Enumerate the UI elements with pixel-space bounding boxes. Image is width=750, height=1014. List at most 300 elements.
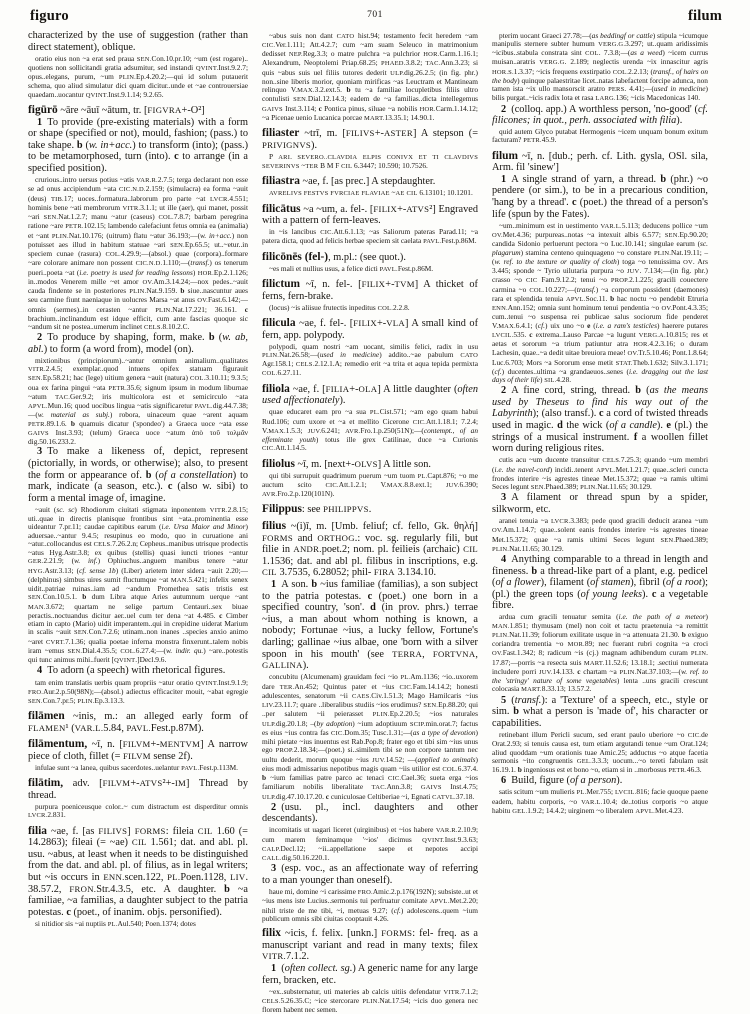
citation-ref: SEN.	[660, 536, 676, 544]
citation-ref: MAN.	[170, 576, 189, 584]
citation-block: ~ex..substernatur, uti materies ab calcis uitiis defendatur VITR.7.1.2; CELS.5.26.35.C; ~ice stercorare PLIN.Nat.17.54; ~icis duo genera nec florem habent nec semen.	[262, 986, 478, 1014]
citation-ref: PL.	[576, 789, 587, 797]
sense-definition: 3 To make a likeness of, depict, represent (pictorially, in words, or otherwise); also, to present the form or appearance of. b (of a constellation) to mark, indicate (a season, etc.). c (also w. sibi) to form a mental image of, imagine.	[28, 446, 248, 504]
subsense-letter: c	[66, 906, 71, 918]
citation-ref: TER	[305, 162, 319, 170]
subsense-letter: b	[681, 629, 686, 639]
subsense-letter: d	[557, 420, 563, 432]
citation-ref: QVINT.	[422, 836, 445, 844]
citation-ref: CELS.	[602, 457, 621, 465]
gloss-note: cf. sense 1b	[79, 565, 116, 575]
citation-ref: COL	[585, 50, 599, 57]
citation-ref: JUV	[626, 268, 640, 275]
headword: filāmentum,	[28, 738, 88, 751]
sense-definition: 1 (often collect. sg.) A generic name for any large fern, bracken, etc.	[262, 962, 478, 986]
citation-ref: SEN.	[28, 698, 43, 705]
citation-ref: ULP.	[262, 720, 276, 728]
sense-definition: 1 A son. b ~ius familiae (familias), a son subject to the patria potestas. c (poet.) one born in a specified country, 'son'. d (in prov. phrs.) terrae ~ius, a man about whom nothing is known, a nobody; Fortunae ~ius, a lucky fellow, Fortune's darling; gallinae ~ius albae, one 'born with a silver spoon in his mouth' (see TERRA, FORTVNA, GALLINA).	[262, 579, 479, 672]
sense-definition: 2 (usu. pl., incl. daughters and other descendants).	[262, 801, 478, 825]
column-left	[28, 30, 258, 963]
citation-block: oratio eius non ~a erat sed praua SEN.Con.10.pr.10; ~um (est rogare).. quotiens non sollicitandi gratia adsumitur, sed instandi QVINT.Inst.9.2.7; opus..elegans, purum, ~um PLIN.Ep.4.20.2;—qui id solum putauerit schema, quo aliud simulatur dici quam dicitur..unde et ~ae controuersiae quaedam..uocantur QVINT.Inst.9.1.14; 9.2.65.	[28, 53, 249, 99]
citation-ref: SEN.	[423, 702, 439, 710]
citation-ref: LVCR.	[210, 195, 230, 203]
citation-ref: LIV.	[262, 702, 275, 710]
citation-ref: COL.	[158, 214, 174, 221]
subsense-letter: b	[346, 85, 351, 94]
citation-ref: IM	[174, 778, 187, 789]
citation-ref: CIL	[406, 190, 418, 198]
subsense-letter: c	[219, 610, 223, 620]
headword-entry: filāmentum, ~ī, n. [FILVM+-MENTVM] A narrow piece of cloth, fillet (= FILVM sense 2f).	[28, 738, 248, 763]
citation-ref: VAR.R.	[136, 177, 158, 184]
citation-ref: MAX.	[498, 322, 516, 330]
gloss-note: often used affectionately	[262, 383, 478, 407]
sense-definition: 6 Build, figure (of a person).	[501, 775, 623, 787]
gloss-note: of a root	[666, 577, 702, 589]
citation-ref: MAX.	[268, 427, 286, 435]
citation-block: pterim uocant Graeci 27.78;—(as beddingf or cattle) stipula ~icumque manipulis sternere subter humum VERG.G.3.297; ut..quam aridissimis ~icibus..stabula constrata sint COL. 7.3.8;—(as a weed) ~icem currus muisan..aratris VERG.G. 2.189; neglectis urenda ~ix innascitur agris HOR.S.1.3.37; ~icis frequens exstirpatio COL.2.2.13; (transf., of hairs on the body) quinque palaestritae licet..natas labefactent forcipe adunca, non tamen ista ~ix ullo mansorscit aratro PERS. 4.41;—(used in medicine) bilis purgat..~icis radix lota et rasa LARG.136; ~icis Macedonicas 140.	[492, 30, 708, 103]
citation-ref: GAIVS	[262, 105, 283, 113]
citation-ref: SCIP.	[409, 720, 426, 728]
gloss-note: cf.	[494, 366, 502, 376]
citation-ref: PHILIPPVS	[323, 504, 369, 515]
headword-entry: filictum ~ī, n. fel-. [FILIX+-TVM] A thicket of ferns, fern-brake.	[262, 278, 478, 302]
citation-ref: MAX.	[297, 87, 315, 94]
citation-ref: PLIN.	[129, 288, 147, 295]
citation-ref: FILIX	[361, 279, 386, 290]
citation-ref: AVR.	[345, 427, 361, 435]
subsense-letter: b	[76, 139, 83, 151]
subsense-letter: c	[174, 151, 179, 163]
headword: filāmen	[28, 710, 65, 723]
sense-number: 3	[271, 863, 277, 875]
gloss-note: contempt., of an effeminate youth	[262, 425, 478, 445]
sense-definition: 1 A single strand of yarn, a thread. b (phr.) ~o pendere (or sim.), to be in a precarious condition, 'hang by a thread'. c (poet.) the thread of a person's life (spun by the Fates).	[492, 173, 708, 220]
citation-ref: APVL.	[596, 466, 616, 474]
citation-ref: CIL	[341, 162, 353, 170]
citation-ref: PETR.	[65, 223, 84, 231]
citation-block: haue mi, domine ~i carissime FRO.Amic.2.p.176(192N); subsiste..ut et ~ius mens iste Lucius..sermonis tui perfruatur comitate APVL.Met.2.20; nihil triste de me tibi, ~i, metuas 9.27; (cf.) adolescens..quem ~ium publicum omnis sibi ciuitas cooptauit 4.26.	[262, 887, 479, 923]
citation-ref: HOR.	[423, 51, 440, 58]
headword: filicula	[262, 317, 296, 329]
citation-ref: PHAED.	[381, 60, 406, 68]
subsense-letter: b	[145, 469, 152, 481]
citation-ref: ASTER	[383, 128, 413, 138]
gloss-note: as a weed	[630, 48, 663, 57]
citation-ref: AE	[395, 190, 405, 198]
citation-ref: HOR.	[633, 341, 650, 348]
citation-ref: COL.	[120, 647, 136, 655]
citation-ref: VITR.	[122, 204, 141, 212]
citation-ref: LIV	[230, 871, 246, 882]
sense-number: 2	[501, 385, 507, 397]
citation-ref: CIC.N.D.	[135, 260, 163, 268]
citation-ref: SEN.	[67, 647, 83, 655]
sense-definition: 3 (esp. voc., as an affectionate way of referring to a man younger than oneself).	[262, 863, 478, 887]
citation-ref: AVRELIVS	[269, 190, 302, 198]
citation-ref: SEN.	[74, 629, 89, 637]
citation-ref: SEN.	[170, 241, 185, 249]
gloss-note: of a person	[569, 775, 617, 787]
citation-ref: PLIN.	[51, 232, 69, 240]
subsense-letter: c	[599, 408, 604, 420]
citation-ref: ENN.	[492, 305, 508, 312]
citation-ref: CIL	[131, 837, 147, 848]
gloss-note: w. ab, abl.	[28, 332, 248, 355]
gloss-note: i.e. the path of a meteor	[618, 612, 706, 622]
citation-ref: CIC.	[412, 418, 426, 426]
citation-ref: PLIN.	[619, 668, 637, 676]
citation-ref: PLIN.	[492, 631, 510, 639]
citation-ref: PROP.	[610, 277, 630, 285]
citation-ref: CIL	[262, 567, 277, 578]
subsense-letter: b	[208, 332, 215, 344]
sense-number: 4	[501, 554, 507, 565]
citation-ref: PETR.	[668, 767, 687, 774]
citation-ref: SEN.	[28, 375, 43, 383]
citation-block: (locus) ~is aliisue frutectis inpeditus COL.2.2.8.	[269, 302, 410, 312]
citation-ref: CIC.	[262, 41, 276, 49]
headword: Filippus	[262, 503, 302, 516]
citation-ref: PL.	[369, 409, 380, 417]
citation-ref: CELS.	[262, 997, 281, 1005]
citation-ref: VITR.	[262, 951, 286, 962]
citation-ref: GAIVS	[28, 429, 49, 437]
sense-definition: 2 To produce by shaping, form, make. b (w. ab, abl.) to form (a word from), model (on).	[28, 332, 248, 355]
citation-ref: PLIN	[690, 650, 707, 658]
gloss-note: transf.	[576, 284, 596, 294]
gloss-note: w. in+acc.	[88, 139, 133, 151]
citation-ref: STAT.	[615, 359, 633, 367]
citation-block: quid autem Glyco putabat Hermogenis ~icem unquam bonum exitum facturam? PETR.45.9.	[492, 127, 708, 145]
gloss-note: used in medicine	[653, 84, 706, 93]
gloss-note: by adoption	[316, 718, 353, 728]
sense-definition: 4 Anything comparable to a thread in length and fineness. b a thread-like part of a plant, e.g. pedicel (of a flower), filament (of stamen), fibril (of a root); (pl.) the green tops (of young leeks). c a vegetable fibre.	[492, 554, 709, 612]
gloss-note: w. indir. qu.	[166, 645, 204, 655]
citation-ref: FRO.	[357, 889, 373, 897]
citation-ref: CIC.	[399, 683, 413, 691]
citation-ref: MAN.	[492, 622, 510, 630]
headword-entry: filicōnēs (fel-), m.pl.: (see quot.).	[262, 250, 406, 263]
citation-ref: CIL	[463, 544, 478, 555]
citation-ref: FVRCIAE	[330, 190, 360, 198]
citation-ref: SEN.	[136, 55, 152, 63]
definition-text: characterized by the use of suggestion (rather than direct statement), oblique.	[28, 30, 248, 53]
running-head	[0, 0, 750, 30]
citation-ref: SEN.	[28, 594, 43, 602]
citation-block: satis scitum ~um mulieris PL.Mer.755; LVCIL.816; facie quoque paene eadem, habitu corporis, ~o VAR.L.10.4; de..totius corporis ~o atque habitu GEL.1.9.2; 14.4.2; uirginem ~o liberalem APVL.Met.4.23.	[492, 787, 708, 815]
citation-ref: PLIN.	[653, 249, 672, 257]
citation-ref: PLIN.	[118, 74, 136, 82]
citation-ref: APVL.	[429, 898, 450, 906]
citation-ref: PL.	[167, 871, 181, 882]
subsense-letter: b	[180, 286, 185, 295]
citation-ref: VERG.G.	[598, 40, 626, 48]
citation-ref: LVCR.	[550, 518, 571, 525]
citation-ref: APVL.	[635, 807, 655, 815]
citation-ref: TVM	[394, 279, 415, 290]
citation-ref: SEN.	[293, 96, 308, 104]
headword-entry: filia ~ae, f. [as FILIVS] FORMS: fileia CIL 1.60 (= 14.2863); fileai (= ~ae) CIL 1.561; dat. and abl. pl. usu. ~abus, at least when it needs to be distinguished from the dat. and abl. pl. of filius, as in legal writers; but ~is occurs in ENN.scen.122, PL.Poen.1128, LIV. 38.57.2, FRON.Str.4.3.5, etc. A daughter. b ~a familiae, ~a familias, a daughter subject to the patria potestas. c (poet., of inanim. objs. personified).	[28, 824, 249, 918]
subsense-letter: b	[262, 773, 267, 783]
citation-block: tam enim translatis uerbis quam propriis ~atur oratio QVINT.Inst.9.1.9; FRO.Aur.2.p.50(98N);—(absol.) adiectus efficaciter mouit, ~abat egregie SEN.Con.7.pr.5; PLIN.Ep.3.13.3.	[28, 677, 248, 705]
sense-number: 4	[37, 665, 43, 677]
citation-ref: APVL.	[565, 295, 586, 303]
citation-ref: CIL	[197, 825, 213, 836]
citation-ref: FIGVRA	[147, 104, 182, 115]
citation-ref: FRO.	[28, 688, 44, 696]
citation-ref: CIC	[525, 277, 538, 285]
column-middle	[258, 30, 488, 1014]
headword: filiaster	[262, 127, 300, 139]
citation-ref: MOR.	[567, 641, 585, 649]
citation-ref: CIC.	[262, 445, 276, 453]
headword: filix	[262, 927, 281, 940]
citation-ref: CELS.	[143, 324, 163, 331]
headword-entry: filātim, adv. [FILVM+-ATVS²+-IM] Thread by thread.	[28, 777, 248, 801]
citation-ref: FORMS	[262, 532, 293, 543]
citation-ref: JUV.	[307, 427, 322, 435]
citation-ref: COL.	[377, 304, 394, 312]
citation-ref: FILIX	[353, 318, 377, 328]
citation-ref: VLA	[386, 318, 405, 328]
subsense-letter: c	[318, 103, 322, 113]
citation-ref: ATVS	[139, 778, 163, 789]
subsense-letter: e	[587, 320, 591, 330]
gloss-note: of young leeks	[580, 588, 643, 600]
citation-ref: SEN.	[664, 232, 680, 239]
citation-ref: COL.	[262, 370, 278, 378]
citation-ref: LVCIL.	[492, 331, 514, 339]
citation-ref: FORMS	[381, 928, 413, 939]
citation-ref: OV.	[661, 305, 673, 312]
citation-ref: GAIVS	[420, 784, 442, 792]
citation-block: ~abus suis non dant CATO hist.94; testamento fecit heredem ~am CIC.Ver.1.111; Att.4.2.7; cum ~am suam Seleuco in matrimonium dedisset NEP.Reg.3.3; o matre pulchra ~a pulchrior HOR.Carm.1.16.1; Alexandrum, Neoptolemi Priap.68.25; PHAED.3.8.2; TAC.Ann.3.23; si quis ~abus suis uel filiis tutores dederit ULP.dig.26.2.5; (in fig. phr.) non..sine liberis morior, quoniam mirificas ~as Leuctram et Mantineam relinquo V.MAX.3.2.ext.5. b tu ~a familiae locupletibus filiis ultro contulisti SEN.Dial.12.14.3; eadem de ~a familias..dicta intellegemus GAIVS Inst.3.114; c Pontica pinus, siluae ~a nobilis HOR.Carm.1.14.12; ~a Picenae uenio Lucanica porcae MART.13.35.1; 14.90.1.	[262, 30, 479, 122]
citation-ref: OV.	[492, 650, 503, 658]
citation-ref: FILIVS	[98, 825, 128, 836]
citation-ref: PL.	[400, 674, 411, 682]
running-head-right: filum	[687, 8, 722, 24]
citation-ref: FLAVIAE	[361, 190, 390, 198]
citation-ref: CAES.	[352, 692, 372, 700]
citation-ref: OV.	[197, 297, 208, 305]
citation-ref: LVCIL.	[614, 789, 637, 797]
gloss-note: w. ref. to the texture or quality of cloth	[494, 256, 617, 266]
citation-block: infulae sunt ~a lanea, quibus sacerdotes..uelantur PAVL.Fest.p.113M.	[35, 763, 238, 773]
citation-ref: COL.	[189, 375, 206, 383]
citation-ref: GALLINA	[262, 660, 303, 671]
citation-ref: LVCR.	[28, 812, 48, 820]
gloss-note: as a type of devotion	[412, 727, 476, 737]
citation-ref: ENN.	[103, 871, 125, 882]
headword: filictum	[262, 278, 300, 291]
citation-ref: SIL.	[544, 377, 557, 384]
citation-ref: PLIN.	[362, 997, 380, 1005]
citation-ref: MART.	[521, 686, 542, 694]
headword-entry: filum ~ī, n. [dub.; perh. cf. Lith. gysla, OSl. sila, Arm. fil 'sinew']	[492, 149, 708, 174]
citation-ref: PROP.	[275, 747, 294, 755]
citation-ref: JUV.	[538, 668, 553, 676]
gloss-note: often collect. sg.	[284, 962, 353, 974]
citation-ref: FILIVS	[345, 128, 375, 138]
citation-ref: PETR.	[28, 420, 47, 428]
headword: figūrō	[28, 103, 58, 116]
citation-ref: GEL.	[512, 807, 528, 815]
citation-ref: VITR.	[209, 506, 228, 514]
citation-ref: APVL.	[28, 403, 48, 411]
gloss-note: w. ref. to the 'stringy' nature of some vegetables	[492, 666, 709, 686]
gloss-note: i.e. poetry is used for reading lessons	[79, 267, 193, 277]
gloss-note: of a candle	[609, 420, 657, 432]
citation-ref: HOR.	[197, 269, 214, 277]
gloss-note: sc. plagarum	[492, 239, 708, 257]
citation-ref: ATVS	[406, 203, 430, 214]
citation-ref: ULP.	[390, 69, 405, 77]
subsense-letter: b	[224, 883, 230, 895]
subsense-letter: c	[577, 666, 581, 676]
citation-ref: FORTVNA	[432, 648, 476, 659]
sense-number: 5	[501, 694, 507, 706]
citation-ref: PLIN.	[580, 484, 598, 492]
citation-block: polypodi, quam nostri ~am uocant, similis felici, radix in usu PLIN.Nat.26.58;—(used in medicine) addito..~ae pabulum CATO Agr.158.1; CELS.2.12.1.A; remedio erit ~a trita et aqua tepida permixta COL.6.27.11.	[262, 341, 478, 378]
subsense-letter: c	[244, 304, 248, 314]
subsense-letter: b	[513, 706, 520, 718]
sense-number: 3	[501, 492, 507, 504]
subsense-letter: c	[167, 481, 173, 493]
citation-ref: COL.	[105, 251, 121, 258]
sense-definition: 2 (colloq. app.) A worthless person, 'no-good' (cf. filicones; in quot., perh. associated with filia).	[492, 103, 708, 127]
sense-number: 6	[501, 775, 507, 787]
sense-definition: 1 To provide (pre-existing materials) with a form or shape (specified or not), mould, fashion; (pass.) to take shape. b (w. in+acc.) to transform (into); (pass.) to be metamorphosed, turn (into). c to arrange (in a specified position).	[28, 116, 249, 174]
gloss-note: i.e. the navel-cord	[494, 464, 550, 474]
citation-ref: TIB.	[50, 195, 64, 203]
citation-ref: VITR.	[443, 988, 462, 996]
subsense-letter: e	[666, 420, 671, 432]
citation-block: cutis acu ~um ducente transuitur CELS.7.25.3; quando ~um membri (i.e. the navel-cord) incidi..tenent APVL.Met.1.21.7; quae..scleri cuncta frondes interire ~is agrestes tineae Met.15.372; quae ~a ramis ultimi Seces legunt SEN.Phaed.389; PLIN.Nat.11.65; 30.129.	[492, 455, 709, 492]
gloss-note: transf.	[190, 258, 210, 268]
citation-ref: CATVL.	[432, 793, 456, 801]
subsense-letter: b	[531, 565, 538, 577]
gloss-note: of a constellation	[158, 469, 233, 481]
citation-ref: PETR.	[108, 384, 127, 392]
gloss-note: w. inf.	[74, 556, 98, 566]
citation-ref: PLIN.	[492, 545, 510, 553]
citation-ref: TERRA	[392, 648, 423, 659]
subsense-letter: b	[660, 173, 667, 185]
headword-entry: filiolus ~ī, m. [next+-OLVS] A little son.	[262, 457, 431, 470]
subsense-letter: c	[571, 197, 577, 209]
citation-ref: OV.	[627, 350, 639, 358]
citation-ref: CATO	[336, 32, 355, 40]
citation-block: concubitu (Alcumenam) grauidam feci ~io PL.Am.1136; ~io..uxorem dare TER.An.452; Quintus pater et ~ius CIC.Fam.14.14.2; honesti adulescentes, senatorum ~ii CAES.Civ.1.51.3; Mago Hamilcaris ~ius LIV.23.11.7; quare ..liberalibus studiis ~ios erudimus? SEN.Ep.88.20; qui ..per salutem ~ii peierasset PLIN.Ep.2.20.5; ~ios naturales ULP.dig.20.1.8; –(by adoption) ~ium adoptiuum SCIP.min.orat.7; factus es eius ~ius contra fas CIC.Dom.35; Tusc.1.31;—(as a type of devotion) mihi pietate ~ius inuentus est Rab.Pop.8; frater ego et tibi sim ~ius unus ego PROP.2.18.34;—(poet.) si..similem tibi se non corpore tantum nec uultu dederit, morum quoque ~ius JUV.14.52; —(applied to animals) eius modi admissarius nepotibus magis quam ~iis utilior est COL.6.37.4. b ~ium familias patre parco ac tenaci CIC.Cael.36; sueta erga ~ios familiarum nobilis liberalitate TAC.Ann.3.8; GAIVS Inst.4.75; ULP.dig.47.10.17.20. c cuniculosae Celtiberiae ~i, Egnati CATVL.37.18.	[262, 672, 479, 801]
gloss-note: cf.	[393, 905, 401, 915]
citation-ref: FIRA	[373, 567, 395, 578]
citation-ref: FILVM	[123, 751, 151, 762]
citation-ref: OV.	[142, 278, 154, 286]
citation-ref: COL.	[442, 765, 458, 773]
citation-ref: CIC.	[325, 481, 339, 489]
citation-ref: VAR.L.	[581, 798, 603, 806]
citation-ref: NEP.	[288, 51, 303, 58]
headword-entry: filāmen ~inis, m.: an alleged early form of FLAMEN¹ (VAR.L.5.84, PAVL.Fest.p.87M).	[28, 710, 248, 734]
headword-entry: filiola ~ae, f. [FILIA+-OLA] A little daughter (often used affectionately).	[262, 382, 478, 407]
citation-block: AVRELIVS FESTVS FVRCIAE FLAVIAE ~AE CIL 6.13101; 10.1201.	[269, 188, 473, 198]
citation-block: P ARI. SEVERO..CLAVDIA ELPIS CONIVX ET TI CLAVDIVS SEVERINVS ~TER B M F CIL 6.3447; 10.590; 10.7526.	[262, 151, 479, 170]
citation-block: retinebant illum Pericli sucum, sed erant paulo uberiore ~o CIC.de Orat.2.93; si tenuis causa est, tum etiam argutandi tenue ~um Orat.124; aliud quoddam ~um orationis tuae Amic.25; adductus ~o atque facetia sermonis ~ito congruentis GEL.3.3.3; uocum...~o tereti fabulam usit 16.19.1. b ingeniosus est et bono ~o, etiam si in ..morbosus PETR.46.3.	[492, 730, 709, 774]
sense-definition: 5 (transf.): a 'Texture' of a speech, etc., style or sim. b what a person is 'made of', his character or capabilities.	[492, 694, 708, 729]
citation-block: ardua cum gracili tenuatur semita (i.e. the path of a meteor) MAN.1.851; thymusam (mel) non coit et tactu praetenuia ~a remittit PLIN.Nat.11.39; foliorum exilitate usque in ~a attenuata 21.30. b exiguo coriandra trementia ~o MOR.89; nec fuerant rubri cognita ~a croci OV.Fast.1.342; 8; radicum ~is (cj.) magnam adhibendum curam PLIN. 17.87;—porris ~a resecta suis MART.11.52.6; 13.18.1; .sectiui numerata includere porri JUV.14.133. c chartam ~a PLIN.Nat.37.103;—(w. ref. to the 'stringy' nature of some vegetables) lenta ..uns gracili crescunt colocasia MART.8.33.13; 13.57.2.	[492, 612, 709, 694]
subsense-letter: c	[651, 588, 657, 600]
citation-ref: COL.	[529, 286, 545, 294]
citation-ref: VITR.	[28, 366, 46, 374]
citation-ref: FRON.	[69, 883, 97, 894]
citation-ref: PLIN.	[262, 351, 280, 359]
citation-ref: PETR.	[523, 137, 542, 145]
citation-ref: HYG.	[28, 567, 45, 575]
citation-ref: CELS.	[295, 361, 315, 369]
citation-ref: VERG.G	[539, 59, 565, 67]
citation-ref: CIC.	[687, 732, 702, 739]
citation-ref: CLAVDIVS	[444, 153, 479, 161]
citation-ref: AVR.	[262, 491, 278, 499]
citation-ref: CVRT.	[46, 638, 66, 646]
citation-block: purpura poeniceusque color..~ cum distractum est disperditur omnis LVCR.2.831.	[28, 802, 248, 820]
citation-ref: ELPIS	[362, 153, 382, 161]
citation-ref: CIC.	[388, 775, 402, 783]
citation-ref: TER.	[279, 683, 295, 691]
subsense-letter: c	[529, 329, 533, 339]
citation-block: aranei tenuia ~a LVCR.3.383; pede quod gracili deducit aranea ~um OV.Am.1.14.7; quae..solent eanis frondes interire ~is agrestes tineae Met.15.372; quae ~a ramis ultimi Seces legunt SEN.Phaed.389; PLIN.Nat.11.65; 30.129.	[492, 516, 708, 553]
citation-ref: FILVM	[122, 739, 151, 750]
citation-ref: PLIN.	[77, 698, 95, 705]
page-columns	[0, 30, 750, 1014]
sense-number: 1	[271, 962, 277, 974]
headword: filiola	[262, 382, 290, 395]
citation-ref: OLA	[358, 383, 378, 394]
citation-ref: MAX.	[386, 481, 405, 489]
subsense-letter: d	[370, 602, 376, 614]
gloss-note: i.e. dragging out the last days of their life	[492, 366, 708, 384]
citation-ref: QVINT.	[85, 91, 109, 99]
citation-ref: PLIN.	[155, 306, 173, 314]
citation-ref: PAVL.	[181, 765, 200, 773]
citation-ref: CIC.	[320, 229, 334, 237]
gloss-note: of a flower	[495, 577, 541, 589]
sense-number: 1	[37, 116, 43, 128]
citation-ref: VAR.L.	[600, 222, 622, 230]
citation-ref: PRIVIGNVS	[262, 139, 312, 150]
headword: filicātus	[262, 202, 301, 215]
citation-ref: SEN.	[530, 484, 546, 492]
citation-ref: GEL.	[576, 757, 592, 765]
citation-ref: VAR.R.	[435, 827, 458, 835]
citation-ref: CALL.	[262, 855, 282, 863]
citation-ref: CONIVX	[386, 153, 414, 161]
citation-ref: SEN.	[43, 214, 59, 221]
citation-block: qui tibi surrupuit quadrimum puerum ~um tuom PL.Capt.876; ~o me auctum scito CIC.Att.1.2.1; V.MAX.8.8.ext.1; JUV.6.390; AVR.Fro.2.p.120(101N).	[262, 470, 479, 499]
sense-number: 3	[37, 446, 43, 458]
citation-block: quae educaret eam pro ~a sua PL.Cist.571; ~am ego quam habui Rud.106; cum uxore et ~a et mellito Cicerone CIC.Att.1.18.1; 7.2.4; V.MAX.1.5.3; JUV.6.241; AVR.Fro.1.p.250(51N);—(contempt., of an effeminate youth) totus ille grex Catilinae, duce ~a Curionis CIC.Att.1.14.5.	[262, 407, 478, 453]
sense-definition: 4 To adorn (a speech) with rhetorical figures.	[37, 665, 226, 677]
gloss-note: i.e. Ursa Maior and Minor	[161, 522, 246, 532]
citation-ref: MART.	[364, 114, 385, 122]
running-head-left: figuro	[30, 8, 69, 24]
gloss-note: transf.	[514, 694, 542, 706]
citation-ref: PAVL.	[126, 722, 151, 733]
gloss-note: w. material as subj.	[37, 410, 110, 420]
citation-ref: FILVM	[102, 778, 131, 789]
citation-ref: HOR.	[419, 105, 436, 113]
